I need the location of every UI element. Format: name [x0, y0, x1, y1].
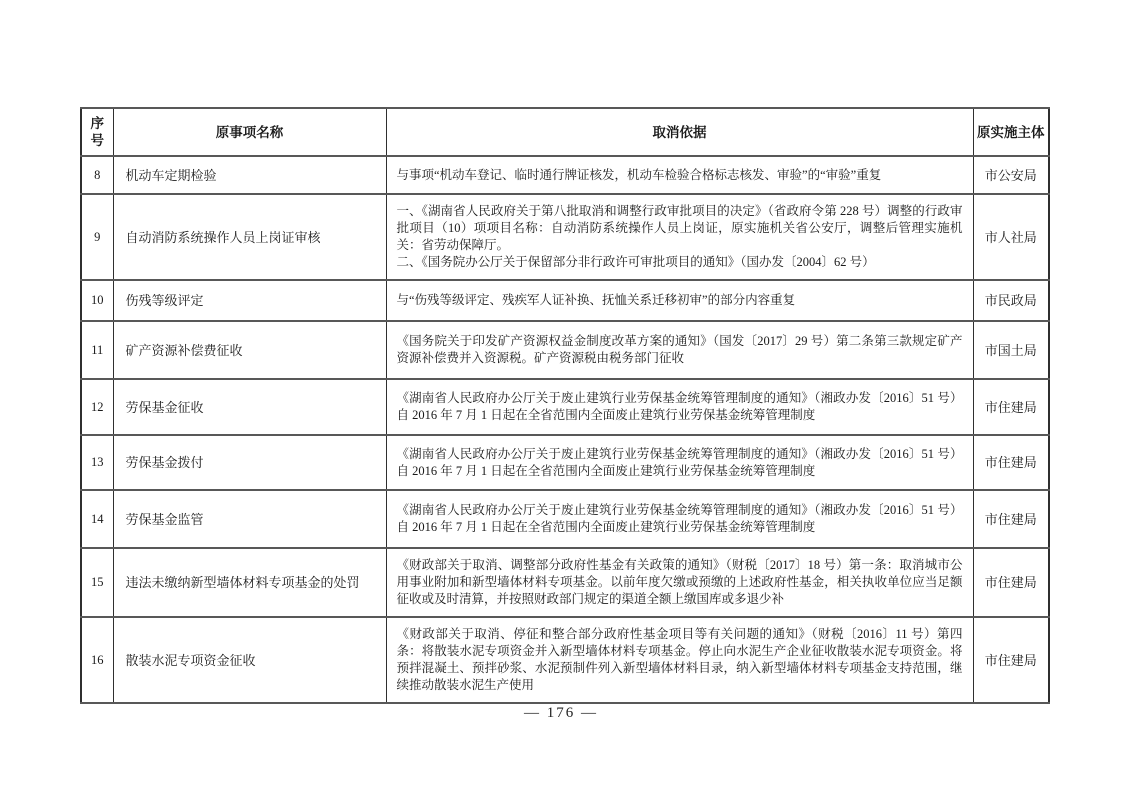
cell-item-name: 散装水泥专项资金征收: [113, 617, 386, 703]
cell-original-agency: 市国土局: [973, 321, 1049, 379]
table-row: [81, 490, 1049, 548]
cell-serial-number: 11: [81, 321, 113, 379]
cell-serial-number: 14: [81, 490, 113, 548]
cell-item-name: 机动车定期检验: [113, 156, 386, 194]
col-header-item-name: 原事项名称: [113, 108, 386, 156]
cell-cancellation-basis: 《财政部关于取消、调整部分政府性基金有关政策的通知》（财税〔2017〕18 号）第一条：取消城市公用事业附加和新型墙体材料专项基金。以前年度欠缴或预缴的上述政府性基金，相关执收单位应当足额征收或及时清算，并按照财政部门规定的渠道全额上缴国库或多退少补: [386, 548, 973, 617]
cell-original-agency: 市民政局: [973, 280, 1049, 321]
cell-serial-number: 13: [81, 435, 113, 490]
cell-original-agency: 市住建局: [973, 548, 1049, 617]
cell-serial-number: 16: [81, 617, 113, 703]
table-row: [81, 435, 1049, 490]
col-header-cancellation-basis: 取消依据: [386, 108, 973, 156]
cell-item-name: 矿产资源补偿费征收: [113, 321, 386, 379]
cell-cancellation-basis: 与“伤残等级评定、残疾军人证补换、抚恤关系迁移初审”的部分内容重复: [386, 280, 973, 321]
page-number: — 176 —: [524, 705, 598, 721]
table-row: [81, 379, 1049, 435]
cell-serial-number: 12: [81, 379, 113, 435]
cell-original-agency: 市住建局: [973, 490, 1049, 548]
cell-cancellation-basis: 与事项“机动车登记、临时通行牌证核发，机动车检验合格标志核发、审验”的“审验”重复: [386, 156, 973, 194]
cancelled-items-table: [80, 107, 1050, 704]
table-header-row: [81, 108, 1049, 156]
cell-serial-number: 9: [81, 194, 113, 280]
cell-cancellation-basis: 《湖南省人民政府办公厅关于废止建筑行业劳保基金统筹管理制度的通知》（湘政办发〔2016〕51 号）自 2016 年 7 月 1 日起在全省范围内全面废止建筑行业劳保基金统筹管理制度: [386, 379, 973, 435]
cell-serial-number: 8: [81, 156, 113, 194]
cell-cancellation-basis: 《湖南省人民政府办公厅关于废止建筑行业劳保基金统筹管理制度的通知》（湘政办发〔2016〕51 号）自 2016 年 7 月 1 日起在全省范围内全面废止建筑行业劳保基金统筹管理制度: [386, 490, 973, 548]
cell-item-name: 自动消防系统操作人员上岗证审核: [113, 194, 386, 280]
table-row: [81, 156, 1049, 194]
cell-item-name: 劳保基金征收: [113, 379, 386, 435]
table-row: [81, 321, 1049, 379]
cell-cancellation-basis: 一、《湖南省人民政府关于第八批取消和调整行政审批项目的决定》（省政府令第 228 号）调整的行政审批项目（10）项项目名称：自动消防系统操作人员上岗证，原实施机关省公安厅，调整后管理实施机关：省劳动保障厅。 二、《国务院办公厅关于保留部分非行政许可审批项目的通知》（国办发〔2004〕62 号）: [386, 194, 973, 280]
cell-serial-number: 15: [81, 548, 113, 617]
cell-cancellation-basis: 《湖南省人民政府办公厅关于废止建筑行业劳保基金统筹管理制度的通知》（湘政办发〔2016〕51 号）自 2016 年 7 月 1 日起在全省范围内全面废止建筑行业劳保基金统筹管理制度: [386, 435, 973, 490]
cell-original-agency: 市住建局: [973, 379, 1049, 435]
cell-item-name: 劳保基金拨付: [113, 435, 386, 490]
col-header-serial-number: 序 号: [81, 108, 113, 156]
col-header-original-agency: 原实施主体: [973, 108, 1049, 156]
table-row: [81, 548, 1049, 617]
cell-item-name: 违法未缴纳新型墙体材料专项基金的处罚: [113, 548, 386, 617]
table-row: [81, 617, 1049, 703]
cell-original-agency: 市住建局: [973, 435, 1049, 490]
cell-cancellation-basis: 《财政部关于取消、停征和整合部分政府性基金项目等有关问题的通知》（财税〔2016〕11 号）第四条：将散装水泥专项资金并入新型墙体材料专项基金。停止向水泥生产企业征收散装水泥专项资金。将预拌混凝土、预拌砂浆、水泥预制件列入新型墙体材料目录，纳入新型墙体材料专项基金支持范围，继续推动散装水泥生产使用: [386, 617, 973, 703]
cell-original-agency: 市住建局: [973, 617, 1049, 703]
cell-cancellation-basis: 《国务院关于印发矿产资源权益金制度改革方案的通知》（国发〔2017〕29 号）第二条第三款规定矿产资源补偿费并入资源税。矿产资源税由税务部门征收: [386, 321, 973, 379]
cell-original-agency: 市人社局: [973, 194, 1049, 280]
cell-item-name: 伤残等级评定: [113, 280, 386, 321]
cell-item-name: 劳保基金监管: [113, 490, 386, 548]
table-row: [81, 280, 1049, 321]
cell-original-agency: 市公安局: [973, 156, 1049, 194]
table-row: [81, 194, 1049, 280]
cell-serial-number: 10: [81, 280, 113, 321]
